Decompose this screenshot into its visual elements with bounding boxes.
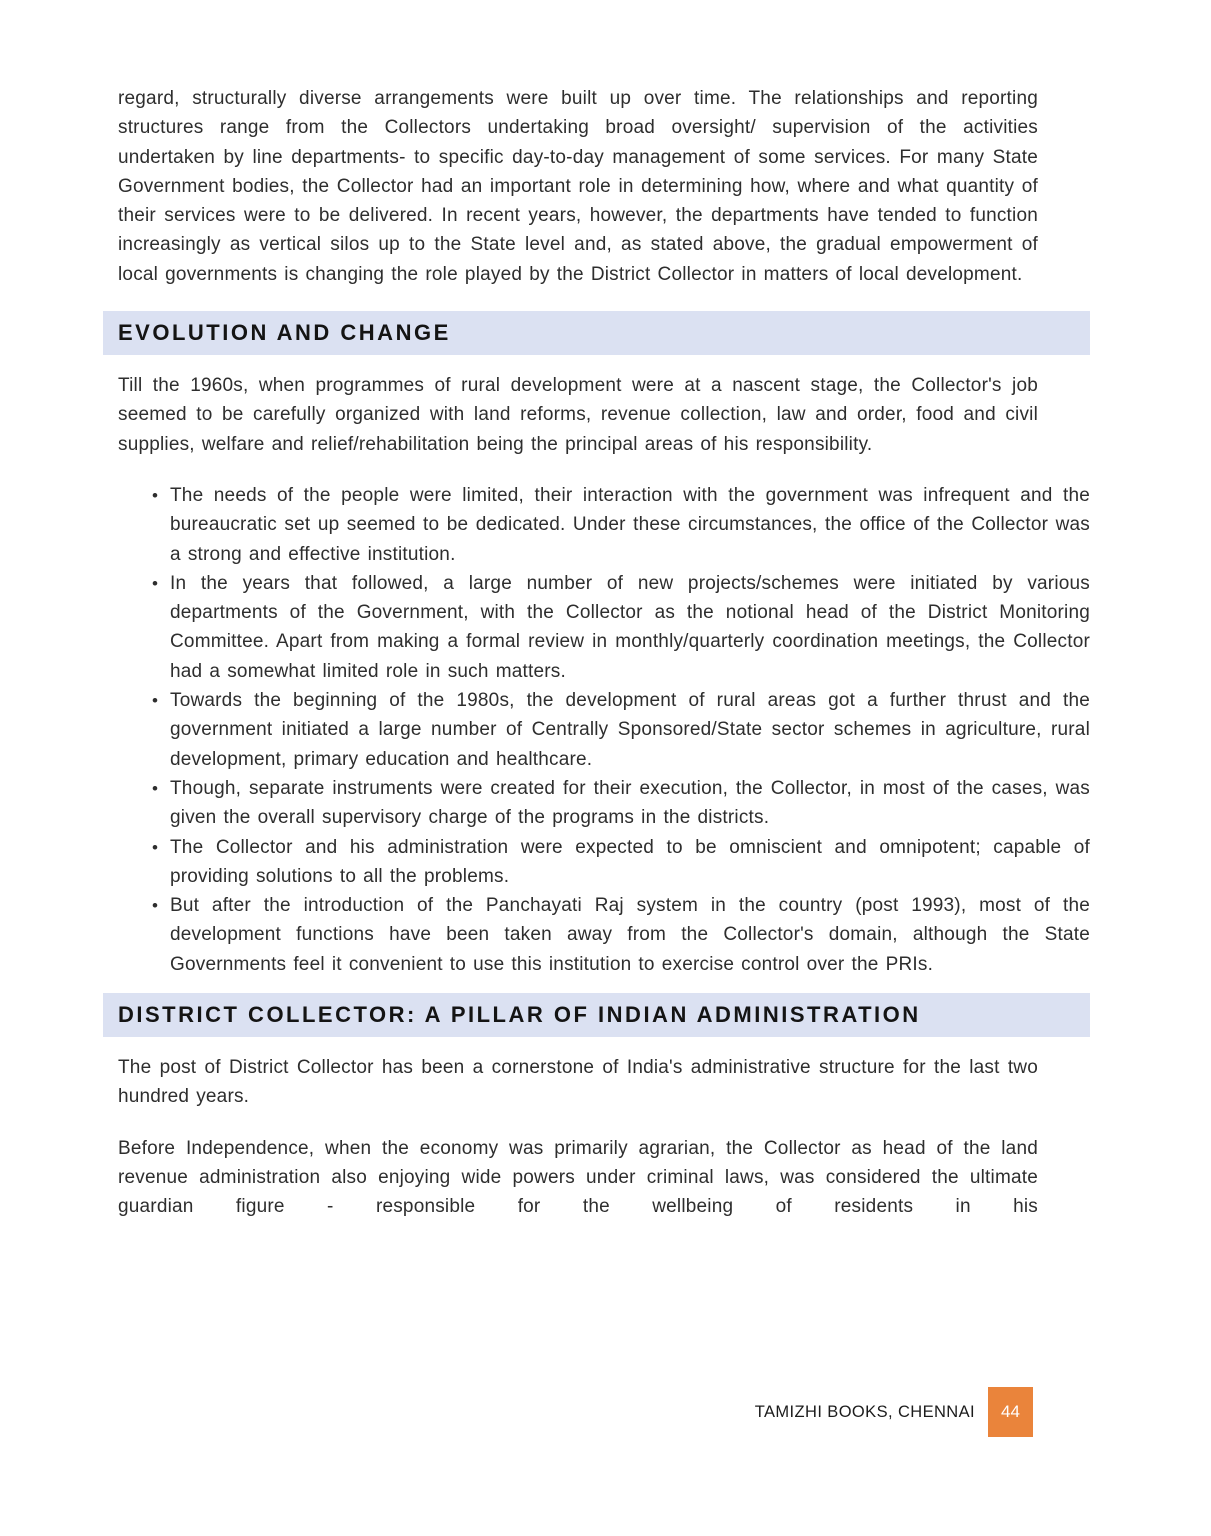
bullet-text: Though, separate instruments were created for their execution, the Collector, in most of the cases, was given the overall supervisory charge of the programs in the districts. [170,777,1090,829]
section-heading-text: DISTRICT COLLECTOR: A PILLAR OF INDIAN ADMINISTRATION [118,1002,921,1028]
bullet-text: The needs of the people were limited, their interaction with the government was infrequent and the bureaucratic set up seemed to be dedicated. Under these circumstances, the office of the Collector was a strong and effective institution. [170,484,1090,565]
section1-intro-paragraph: Till the 1960s, when programmes of rural development were at a nascent stage, the Collector's job seemed to be carefully organized with land reforms, revenue collection, law and order, food and civil supplies, welfare and relief/rehabilitation being the principal areas of his responsibility. [118,375,1038,455]
bullet-item [103,686,1090,774]
bullet-item [103,774,1090,833]
bullet-text: Towards the beginning of the 1980s, the development of rural areas got a further thrust and the government initiated a large number of Centrally Sponsored/State sector schemes in agriculture, rural development, primary education and healthcare. [170,690,1090,770]
bullet-icon [152,569,158,598]
bullet-icon [152,891,158,920]
section2-paragraph: Before Independence, when the economy was primarily agrarian, the Collector as head of the land revenue administration also enjoying wide powers under criminal laws, was considered the ultimate guardian figure - responsible for the wellbeing of residents in his [118,1137,1038,1218]
section-heading-text: EVOLUTION AND CHANGE [118,320,451,346]
page-footer [755,1387,1033,1437]
bullet-text: In the years that followed, a large number of new projects/schemes were initiated by various departments of the Government, with the Collector as the notional head of the District Monitoring Committee. Apart from making a formal review in monthly/quarterly coordination meetings, the Collector had a somewhat limited role in such matters. [170,572,1090,682]
bullet-icon [152,774,158,803]
bullet-text: But after the introduction of the Panchayati Raj system in the country (post 1993), most of the development functions have been taken away from the Collector's domain, although the State Governments feel it convenient to use this institution to exercise control over the PRIs. [170,895,1090,975]
section2-paragraph: The post of District Collector has been a cornerstone of India's administrative structure for the last two hundred years. [118,1057,1038,1108]
bullet-icon [152,686,158,715]
bullet-list [103,481,1090,979]
bullet-item [103,833,1090,892]
section-heading-evolution-and-change [103,311,1090,355]
bullet-item [103,481,1090,569]
intro-paragraph: regard, structurally diverse arrangements were built up over time. The relationships and reporting structures range from the Collectors undertaking broad oversight/ supervision of the activities undertaken by line departments- to specific day-to-day management of some services. For many State Government bodies, the Collector had an important role in determining how, where and what quantity of their services were to be delivered. In recent years, however, the departments have tended to function increasingly as vertical silos up to the State level and, as stated above, the gradual empowerment of local governments is changing the role played by the District Collector in matters of local development. [118,88,1038,285]
publisher-name: TAMIZHI BOOKS, CHENNAI [754,1402,975,1421]
bullet-text: The Collector and his administration were expected to be omniscient and omnipotent; capable of providing solutions to all the problems. [170,836,1090,887]
bullet-item [103,569,1090,686]
bullet-icon [152,833,158,862]
bullet-icon [152,481,158,510]
bullet-item [103,891,1090,979]
page-number-badge: 44 [988,1387,1033,1437]
page-content [103,0,1090,1244]
section-heading-district-collector [103,993,1090,1037]
